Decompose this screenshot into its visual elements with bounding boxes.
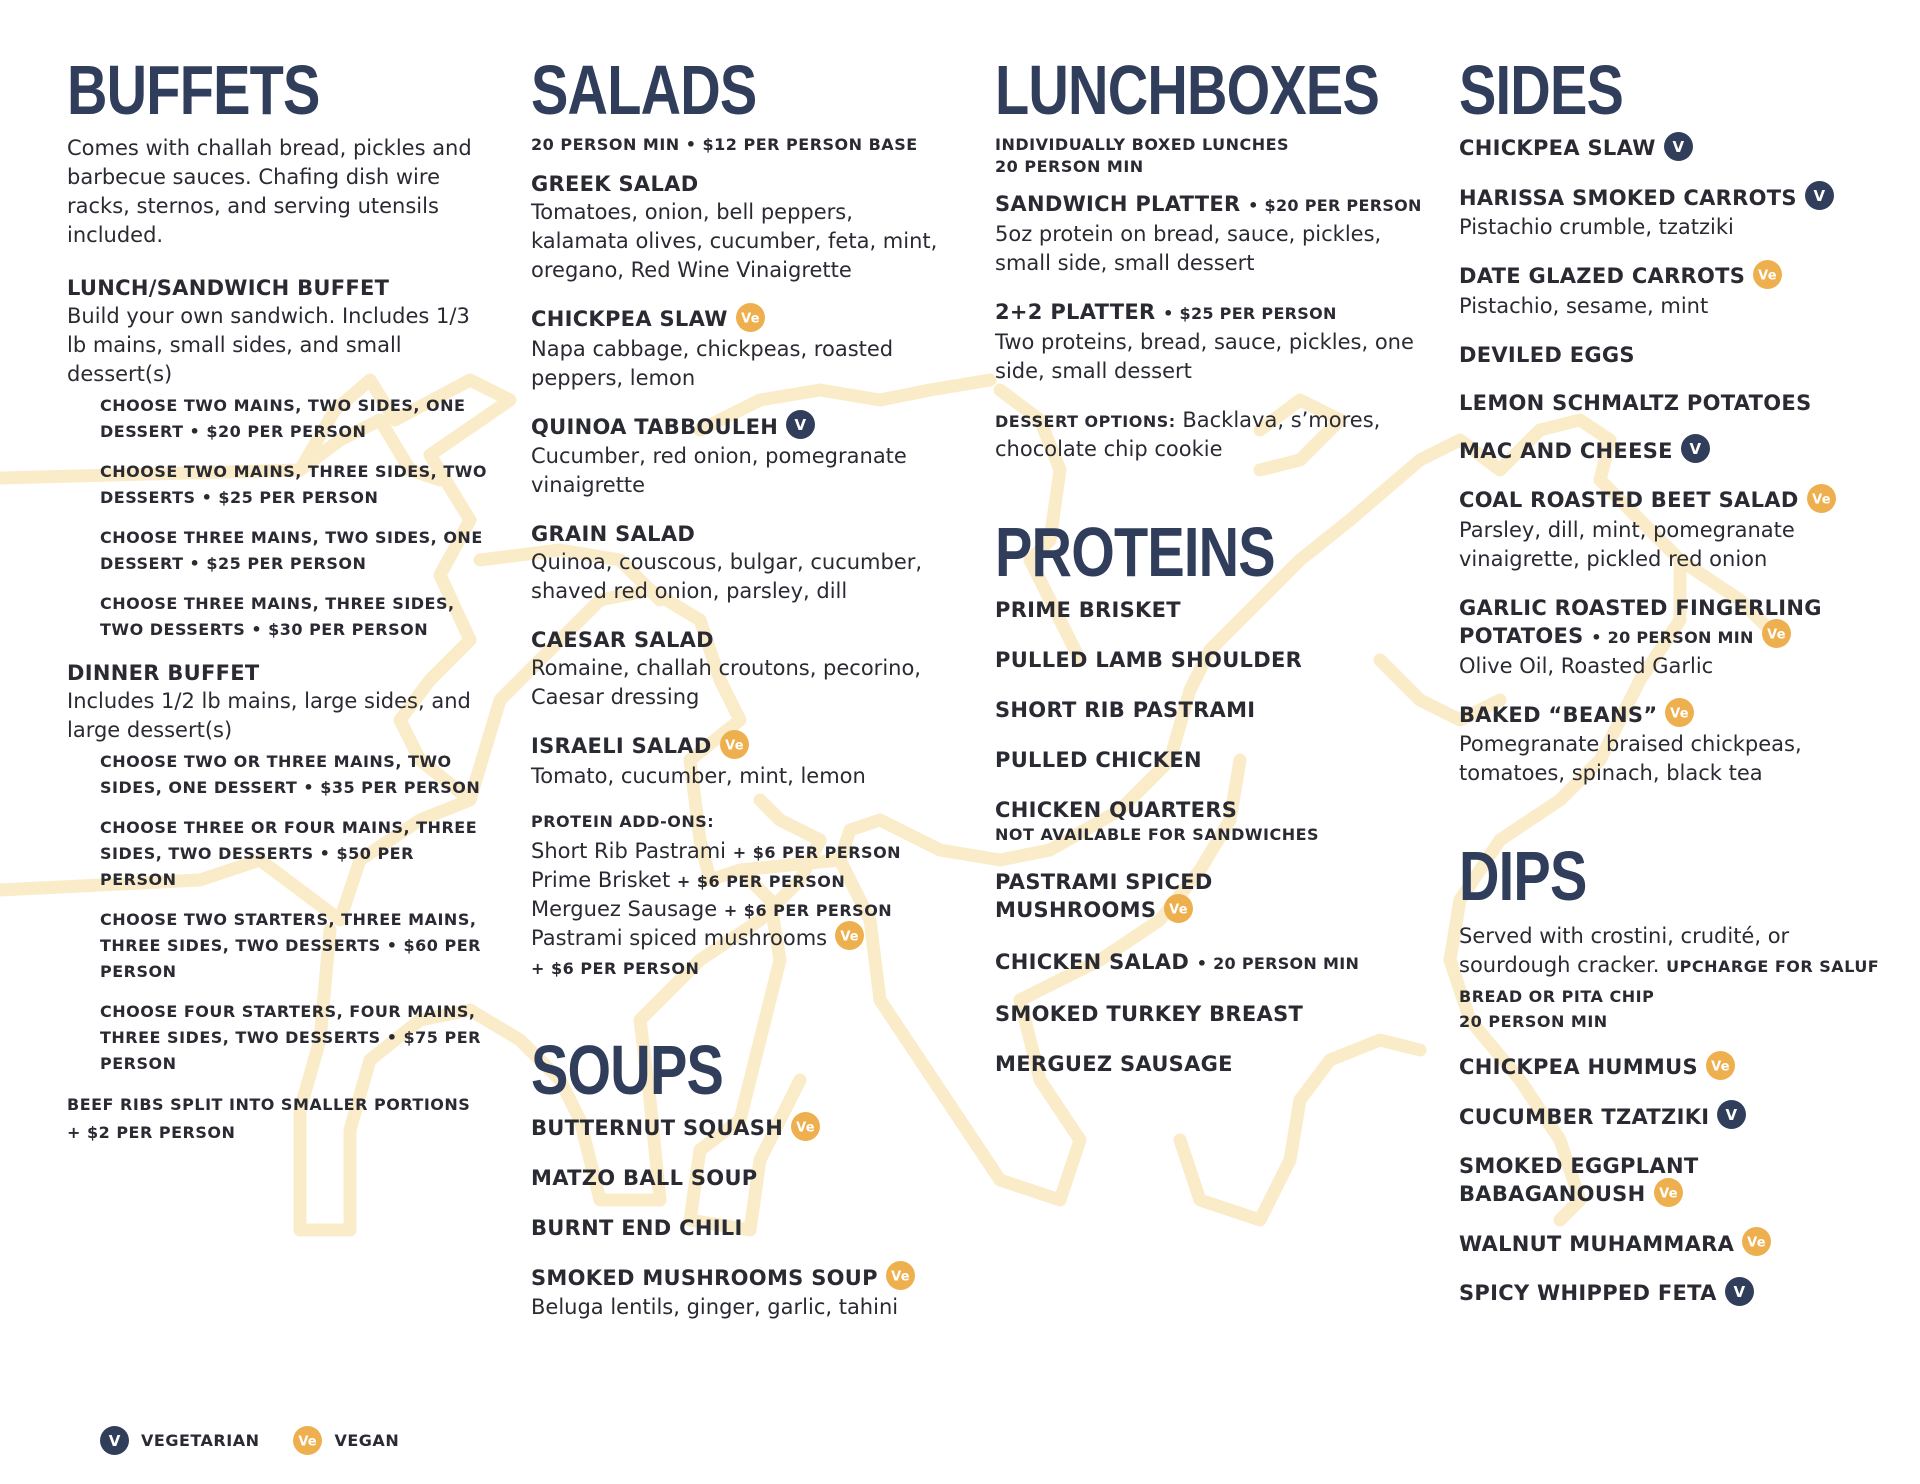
salad-name: CHICKPEA SLAW [531, 307, 728, 331]
addon-name: Merguez Sausage [531, 896, 718, 921]
salad-desc: Quinoa, couscous, bulgar, cucumber, shaved red onion, parsley, dill [531, 550, 923, 603]
dip-item [1459, 1103, 1899, 1133]
soup-item [531, 1114, 951, 1144]
addon-item [531, 924, 951, 983]
protein-name: MERGUEZ SAUSAGE [995, 1051, 1233, 1076]
dip-name: CHICKPEA HUMMUS [1459, 1055, 1698, 1079]
svg-text:Ve: Ve [1711, 1059, 1730, 1074]
protein-addons [531, 811, 951, 983]
vegetarian-badge-icon [1681, 434, 1710, 463]
addon-name: Pastrami spiced mushrooms [531, 925, 828, 950]
lunchbox-name: SANDWICH PLATTER [995, 192, 1241, 216]
salad-name: GREEK SALAD [531, 172, 699, 196]
proteins-title: PROTEINS [995, 513, 1275, 591]
lunchbox-item [995, 298, 1435, 386]
side-item [1459, 594, 1899, 681]
addon-item [531, 837, 951, 866]
svg-text:V: V [1733, 1282, 1746, 1301]
side-name: MAC AND CHEESE [1459, 438, 1673, 463]
salads-note: 20 PERSON MIN • $12 PER PERSON BASE [531, 135, 918, 154]
vegetarian-badge-icon [1664, 132, 1693, 161]
protein-item [995, 746, 1435, 774]
soup-name: SMOKED MUSHROOMS SOUP [531, 1265, 878, 1290]
side-name: COAL ROASTED BEET SALAD [1459, 488, 1799, 512]
addons-label: PROTEIN ADD-ONS: [531, 811, 715, 831]
dinner-option-text: CHOOSE THREE OR FOUR MAINS, THREE SIDES, TWO DESSERTS • $50 PER PERSON [100, 818, 478, 889]
lunch-buffet-name: LUNCH/SANDWICH BUFFET [67, 276, 390, 300]
svg-text:Ve: Ve [740, 311, 760, 326]
salad-name: QUINOA TABBOULEH [531, 414, 779, 439]
vegan-badge-icon [1164, 894, 1193, 923]
vegan-badge-icon [1706, 1051, 1735, 1080]
soup-item [531, 1214, 951, 1242]
addon-price: + $6 PER PERSON [531, 959, 700, 978]
dinner-option [67, 815, 487, 893]
protein-name: PASTRAMI SPICED MUSHROOMS [995, 870, 1213, 922]
side-name: GARLIC ROASTED FINGERLING POTATOES [1459, 595, 1822, 648]
buffets-title: BUFFETS [67, 51, 320, 129]
dips-intro-text: Served with crostini, crudité, or sourdough cracker. [1459, 924, 1790, 977]
lunch-option-text: CHOOSE THREE MAINS, TWO SIDES, ONE DESSERT • $25 PER PERSON [100, 528, 483, 573]
dips-upcharge: UPCHARGE FOR SALUF BREAD OR PITA CHIP [1459, 957, 1880, 1006]
soup-item [531, 1164, 951, 1192]
protein-name: PRIME BRISKET [995, 598, 1181, 622]
lunch-option-text: CHOOSE TWO MAINS, TWO SIDES, ONE DESSERT • $20 PER PERSON [100, 396, 466, 441]
side-item [1459, 389, 1899, 417]
soup-name: MATZO BALL SOUP [531, 1165, 758, 1190]
salad-desc: Cucumber, red onion, pomegranate vinaigrette [531, 444, 907, 497]
lunchbox-item [995, 190, 1435, 278]
soups-title: SOUPS [531, 1031, 724, 1109]
protein-name: SMOKED TURKEY BREAST [995, 1001, 1304, 1026]
addon-item [531, 895, 951, 924]
svg-text:V: V [1813, 187, 1826, 205]
vegan-badge-icon [293, 1426, 322, 1455]
dinner-buffet-name: DINNER BUFFET [67, 661, 260, 685]
svg-text:V: V [1672, 137, 1685, 156]
svg-text:Ve: Ve [1169, 902, 1189, 917]
lunchboxes-min: 20 PERSON MIN [995, 157, 1144, 176]
lunchbox-price: • $25 PER PERSON [1163, 304, 1337, 323]
lunch-option-text: CHOOSE TWO MAINS, THREE SIDES, TWO DESSERTS • $25 PER PERSON [100, 462, 487, 507]
addon-name: Prime Brisket [531, 867, 671, 892]
addon-price: + $6 PER PERSON [723, 900, 893, 920]
svg-text:V: V [1725, 1106, 1738, 1124]
vegan-badge-icon [1665, 698, 1694, 727]
lunchbox-name: 2+2 PLATTER [995, 300, 1156, 324]
lunchboxes-title: LUNCHBOXES [995, 51, 1380, 129]
salad-name: ISRAELI SALAD [531, 734, 712, 758]
salad-item [531, 732, 951, 791]
salad-item [531, 413, 951, 501]
side-item [1459, 262, 1899, 321]
dip-name: SPICY WHIPPED FETA [1459, 1281, 1717, 1305]
addon-price: + $6 PER PERSON [732, 842, 902, 862]
salad-desc: Tomato, cucumber, mint, lemon [531, 763, 866, 788]
addon-item [531, 866, 951, 895]
vegan-badge-icon [835, 921, 864, 950]
salad-desc: Tomatoes, onion, bell peppers, kalamata olives, cucumber, feta, mint, oregano, Red Wine Vinaigrette [531, 200, 938, 282]
vegan-badge-icon [1654, 1178, 1683, 1207]
legend-vegetarian-label: VEGETARIAN [141, 1431, 260, 1450]
side-name: BAKED “BEANS” [1459, 702, 1658, 727]
buffets-column [67, 52, 487, 1147]
soup-name: BURNT END CHILI [531, 1215, 743, 1240]
side-price: • 20 PERSON MIN [1591, 627, 1754, 647]
salad-item [531, 626, 951, 712]
side-desc: Olive Oil, Roasted Garlic [1459, 653, 1714, 678]
dips-min: 20 PERSON MIN [1459, 1012, 1608, 1031]
vegan-badge-icon [1807, 484, 1836, 513]
protein-name: CHICKEN SALAD [995, 949, 1190, 974]
lunchbox-desc: 5oz protein on bread, sauce, pickles, small side, small dessert [995, 222, 1382, 275]
dips-title: DIPS [1459, 837, 1587, 915]
protein-name: PULLED CHICKEN [995, 748, 1202, 772]
svg-text:Ve: Ve [298, 1434, 318, 1450]
side-item [1459, 184, 1899, 243]
lunch-option-text: CHOOSE THREE MAINS, THREE SIDES, TWO DESSERTS • $30 PER PERSON [100, 594, 455, 639]
dinner-option-text: CHOOSE FOUR STARTERS, FOUR MAINS, THREE SIDES, TWO DESSERTS • $75 PER PERSON [100, 1002, 481, 1073]
dip-name: WALNUT MUHAMMARA [1459, 1231, 1735, 1256]
dessert-options-text: Backlava, s’mores, chocolate chip cookie [995, 408, 1381, 461]
dip-item [1459, 1230, 1899, 1260]
salad-item [531, 170, 951, 285]
side-desc: Pistachio crumble, tzatziki [1459, 215, 1734, 239]
protein-item [995, 646, 1435, 674]
svg-text:Ve: Ve [1747, 1235, 1767, 1251]
vegan-badge-icon [1742, 1227, 1771, 1256]
vegetarian-badge-icon [786, 410, 815, 439]
buffets-intro: Comes with challah bread, pickles and barbecue sauces. Chafing dish wire racks, sternos, and serving utensils included. [67, 136, 472, 247]
dinner-buffet-section [67, 659, 487, 1077]
dip-item [1459, 1152, 1759, 1210]
protein-item [995, 1000, 1435, 1028]
soup-name: BUTTERNUT SQUASH [531, 1116, 784, 1140]
svg-text:Ve: Ve [1811, 492, 1831, 507]
vegetarian-badge-icon [1805, 181, 1834, 210]
side-name: LEMON SCHMALTZ POTATOES [1459, 390, 1812, 415]
salads-title: SALADS [531, 51, 757, 129]
beef-ribs-note: BEEF RIBS SPLIT INTO SMALLER PORTIONS + $2 PER PERSON [67, 1095, 471, 1142]
svg-text:Ve: Ve [796, 1120, 815, 1135]
lunch-option [67, 393, 487, 445]
vegan-badge-icon [1753, 260, 1782, 289]
side-item [1459, 486, 1899, 574]
dessert-options-label: DESSERT OPTIONS: [995, 412, 1176, 431]
side-name: HARISSA SMOKED CARROTS [1459, 185, 1797, 210]
vegan-badge-icon [736, 303, 765, 332]
salad-item [531, 305, 951, 393]
dietary-legend [100, 1426, 421, 1455]
salad-desc: Napa cabbage, chickpeas, roasted peppers, lemon [531, 336, 894, 390]
lunch-option [67, 591, 487, 643]
side-desc: Pomegranate braised chickpeas, tomatoes, spinach, black tea [1459, 732, 1802, 785]
vegetarian-badge-icon [1725, 1277, 1754, 1306]
svg-text:Ve: Ve [1758, 268, 1778, 283]
dinner-buffet-desc: Includes 1/2 lb mains, large sides, and large dessert(s) [67, 689, 471, 742]
legend-vegan-label: VEGAN [334, 1431, 400, 1450]
protein-item [995, 696, 1435, 724]
protein-item [995, 868, 1255, 926]
protein-price: • 20 PERSON MIN [1196, 953, 1360, 973]
vegetarian-badge-icon [100, 1426, 129, 1455]
dip-name: SMOKED EGGPLANT BABAGANOUSH [1459, 1154, 1699, 1206]
dip-item [1459, 1279, 1899, 1309]
lunchboxes-note: INDIVIDUALLY BOXED LUNCHES [995, 135, 1290, 154]
svg-text:Ve: Ve [1766, 627, 1786, 643]
dessert-options [995, 406, 1435, 464]
dip-item [1459, 1053, 1899, 1083]
svg-text:V: V [1689, 440, 1702, 458]
dinner-option [67, 999, 487, 1077]
protein-item [995, 1050, 1435, 1078]
vegetarian-badge-icon [1717, 1100, 1746, 1129]
lunchbox-price: • $20 PER PERSON [1248, 196, 1422, 215]
sides-title: SIDES [1459, 51, 1624, 129]
lunchbox-desc: Two proteins, bread, sauce, pickles, one side, small dessert [995, 330, 1414, 383]
protein-item [995, 796, 1435, 846]
side-desc: Pistachio, sesame, mint [1459, 293, 1709, 318]
dinner-option-text: CHOOSE TWO OR THREE MAINS, TWO SIDES, ONE DESSERT • $35 PER PERSON [100, 752, 481, 797]
svg-text:Ve: Ve [840, 929, 859, 945]
addon-price: + $6 PER PERSON [676, 871, 846, 891]
side-item [1459, 341, 1899, 369]
protein-name: PULLED LAMB SHOULDER [995, 648, 1303, 672]
protein-name: CHICKEN QUARTERS [995, 798, 1238, 822]
side-desc: Parsley, dill, mint, pomegranate vinaigrette, pickled red onion [1459, 517, 1795, 571]
svg-text:Ve: Ve [1658, 1186, 1678, 1201]
side-item [1459, 437, 1899, 467]
vegan-badge-icon [791, 1112, 820, 1141]
salad-desc: Romaine, challah croutons, pecorino, Caesar dressing [531, 656, 921, 709]
protein-sub: NOT AVAILABLE FOR SANDWICHES [995, 825, 1320, 844]
salad-name: GRAIN SALAD [531, 522, 696, 546]
vegan-badge-icon [886, 1261, 915, 1290]
side-name: DEVILED EGGS [1459, 342, 1635, 367]
dip-name: CUCUMBER TZATZIKI [1459, 1104, 1710, 1129]
dinner-option [67, 907, 487, 985]
salad-name: CAESAR SALAD [531, 628, 714, 652]
vegan-badge-icon [1762, 619, 1791, 648]
salad-item [531, 520, 951, 606]
svg-text:Ve: Ve [890, 1269, 910, 1285]
svg-text:Ve: Ve [724, 738, 744, 753]
lunchboxes-column [995, 52, 1435, 1100]
dips-intro [1459, 922, 1899, 1011]
dinner-option [67, 749, 487, 801]
svg-text:V: V [108, 1432, 121, 1450]
side-item [1459, 134, 1899, 164]
sides-column [1459, 52, 1899, 1329]
side-name: CHICKPEA SLAW [1459, 136, 1656, 160]
svg-text:V: V [794, 416, 807, 434]
side-name: DATE GLAZED CARROTS [1459, 264, 1746, 288]
addon-name: Short Rib Pastrami [531, 838, 727, 863]
dinner-option-text: CHOOSE TWO STARTERS, THREE MAINS, THREE SIDES, TWO DESSERTS • $60 PER PERSON [100, 910, 481, 981]
soup-desc: Beluga lentils, ginger, garlic, tahini [531, 1295, 899, 1319]
vegan-badge-icon [720, 730, 749, 759]
lunch-option [67, 525, 487, 577]
protein-item [995, 948, 1435, 978]
svg-text:Ve: Ve [1670, 706, 1690, 722]
lunch-buffet-section [67, 274, 487, 643]
protein-item [995, 596, 1435, 624]
salads-column [531, 52, 951, 1342]
soup-item [531, 1264, 951, 1323]
protein-name: SHORT RIB PASTRAMI [995, 698, 1256, 722]
lunch-buffet-desc: Build your own sandwich. Includes 1/3 lb mains, small sides, and small dessert(s) [67, 304, 470, 386]
lunch-option [67, 459, 487, 511]
side-item [1459, 701, 1899, 789]
